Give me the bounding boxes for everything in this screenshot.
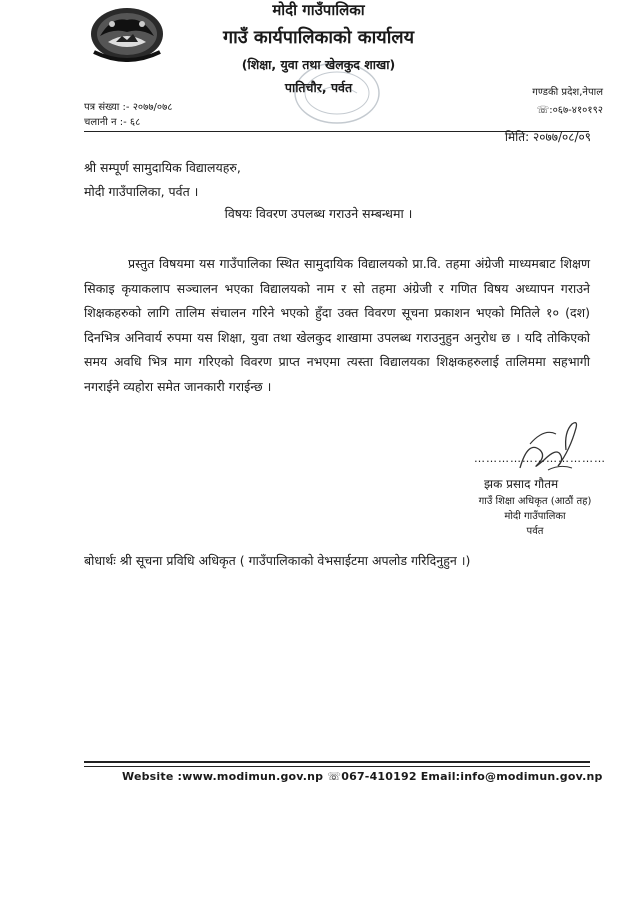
- signature-line: ……………………………: [474, 452, 606, 465]
- reference-numbers: [84, 100, 172, 130]
- letter-subject: विषयः विवरण उपलब्ध गराउने सम्बन्धमा ।: [224, 206, 413, 221]
- footer-divider-thin: [84, 766, 590, 767]
- office-location: पातिचौर, पर्वत: [284, 80, 353, 95]
- signatory-org: मोदी गाउँपालिका: [504, 511, 566, 522]
- recipient-line-2: मोदी गाउँपालिका, पर्वत ।: [84, 184, 199, 199]
- signatory-title: गाउँ शिक्षा अधिकृत (आठौं तह): [478, 496, 592, 507]
- municipality-name: मोदी गाउँपालिका: [272, 1, 365, 19]
- cc-note: बोधार्थः श्री सूचना प्रविधि अधिकृत ( गाउँपालिकाको वेभसाईटमा अपलोड गरिदिनुहुन ।): [84, 553, 471, 568]
- province: गण्डकी प्रदेश,नेपाल: [532, 87, 603, 98]
- section-name: (शिक्षा, युवा तथा खेलकुद शाखा): [241, 57, 396, 72]
- letter-number: पत्र संख्या :- २०७७/०७८: [84, 102, 173, 113]
- body-text: प्रस्तुत विषयमा यस गाउँपालिका स्थित सामुदायिक विद्यालयको प्रा.वि. तहमा अंग्रेजी माध्यमबाट शिक्षण सिकाइ कृयाकलाप सञ्चालन भएका विद्यालयको नाम र सो तहमा अंग्रेजी र गणित विषय अध्यापन गराउने शिक्षकहरुको लागि तालिम संचालन गरिने भएको हुँदा उक्त विवरण सूचना प्रकाशन भएको मितिले १० (दश) दिनभित्र अनिवार्य रुपमा यस शिक्षा, युवा तथा खेलकुद शाखामा उपलब्ध गराउनुहुन अनुरोध छ । यदि तोकिएको समय अवधि भित्र माग गरिएको विवरण प्राप्त नभएमा त्यस्ता विद्यालयका शिक्षकहरुलाई तालिममा सहभागी नगराईने व्यहोरा समेत जानकारी गराईन्छ ।: [84, 256, 590, 394]
- phone-number: ☏:०६७-४१०१९२: [536, 105, 603, 116]
- signatory-details: [455, 494, 615, 539]
- footer-contact: Website :www.modimun.gov.np ☏067-410192 Email:info@modimun.gov.np: [122, 770, 603, 783]
- signatory-name: झक प्रसाद गौतम: [484, 477, 559, 491]
- office-name: गाउँ कार्यपालिकाको कार्यालय: [222, 27, 415, 48]
- handwritten-signature: [500, 410, 590, 480]
- recipient-line-1: श्री सम्पूर्ण सामुदायिक विद्यालयहरु,: [84, 160, 241, 175]
- dispatch-number: चलानी न :- ६८: [84, 117, 141, 128]
- letter-body: [84, 252, 590, 399]
- recipient-address: [84, 156, 241, 204]
- footer-divider-thick: [84, 761, 590, 763]
- signatory-place: पर्वत: [526, 526, 544, 537]
- header-contact: [532, 84, 603, 120]
- letter-date: मिति: २०७७/०८/०९: [504, 130, 591, 144]
